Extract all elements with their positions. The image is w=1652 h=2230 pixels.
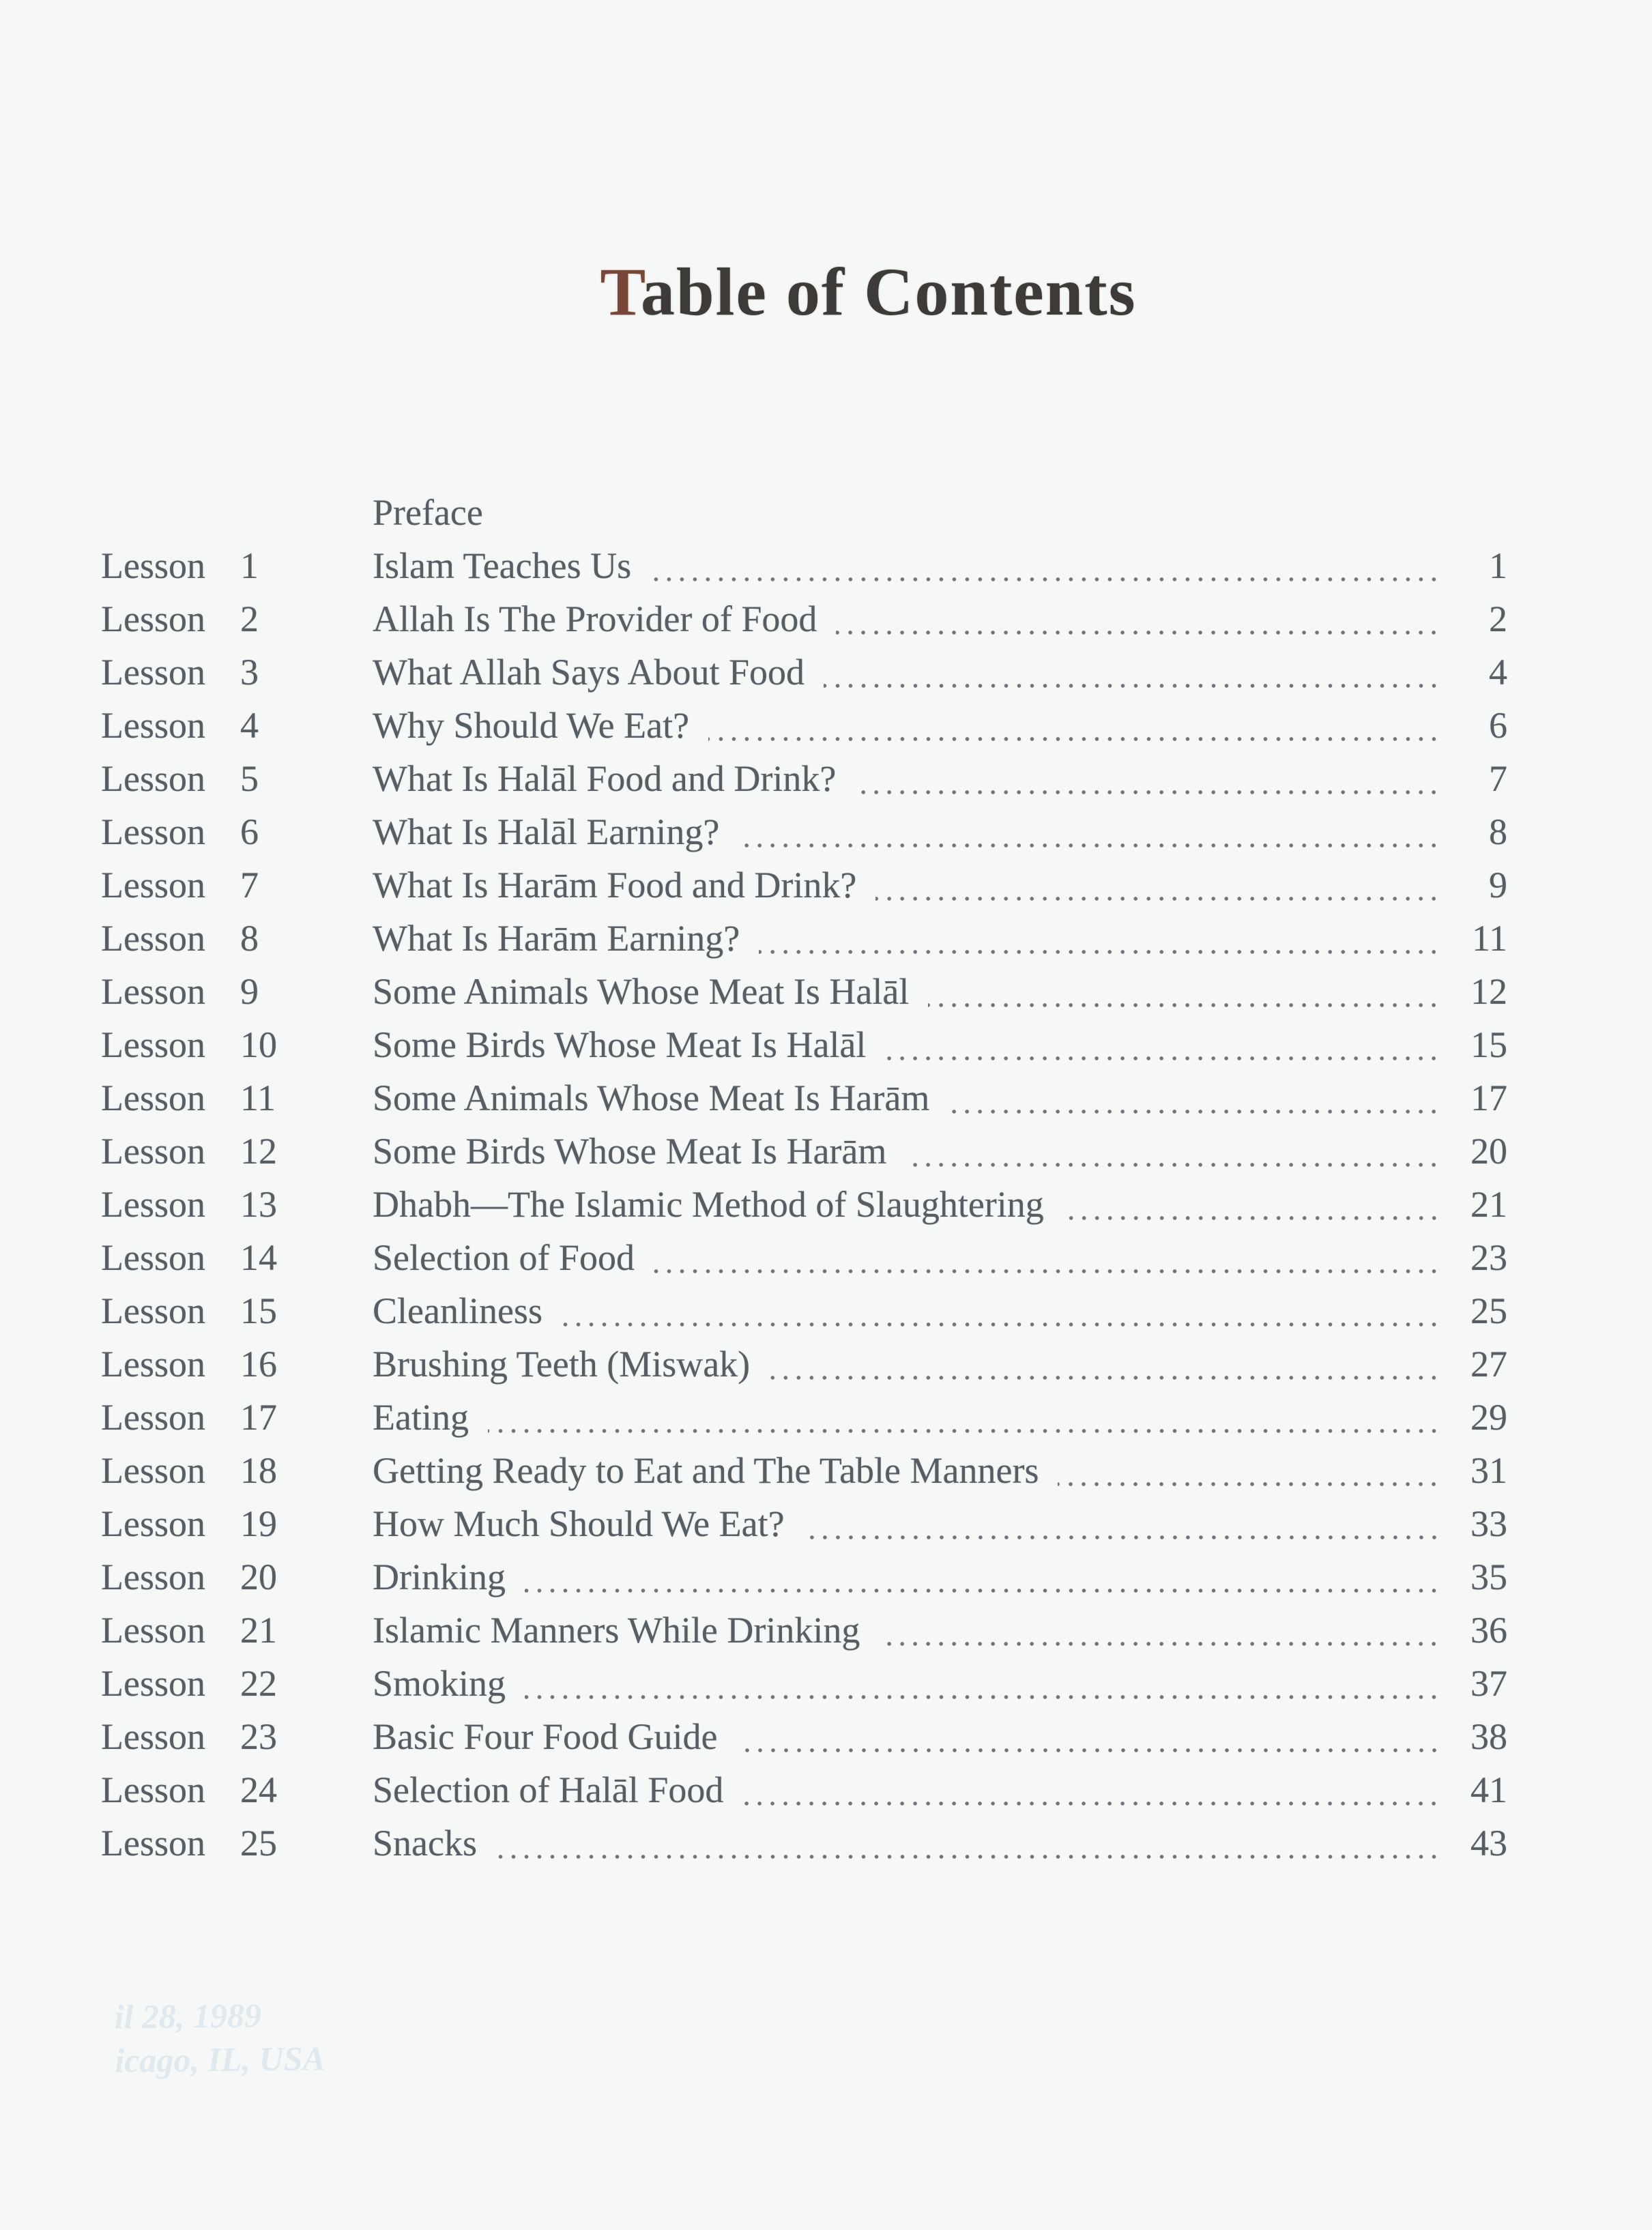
page-number: 25 (1470, 1290, 1507, 1331)
lesson-number: 20 (240, 1556, 277, 1597)
lesson-number: 24 (240, 1769, 277, 1810)
page-number: 37 (1470, 1663, 1507, 1704)
lesson-number: 6 (240, 811, 259, 852)
toc-entry-row (101, 1231, 1507, 1284)
preface-label: Preface (373, 492, 483, 533)
dot-leader (742, 1801, 1440, 1806)
page-number: 15 (1470, 1024, 1507, 1065)
lesson-word: Lesson (101, 545, 205, 586)
lesson-number: 4 (240, 705, 259, 746)
lesson-word: Lesson (101, 1237, 205, 1278)
toc-entry-row (101, 592, 1507, 646)
dot-leader (525, 1694, 1440, 1700)
page-number: 12 (1470, 971, 1507, 1012)
lesson-title: Smoking (373, 1663, 506, 1704)
page-number: 17 (1470, 1077, 1507, 1118)
toc-entry-row (101, 1178, 1507, 1231)
lesson-word: Lesson (101, 1344, 205, 1385)
lesson-number: 5 (240, 758, 259, 799)
lesson-title: How Much Should We Eat? (373, 1503, 785, 1544)
page-number: 23 (1470, 1237, 1507, 1278)
dot-leader (905, 1162, 1440, 1168)
lesson-title: Some Birds Whose Meat Is Halāl (373, 1024, 867, 1065)
lesson-word: Lesson (101, 1663, 205, 1704)
dot-leader (562, 1322, 1440, 1327)
page-title-rest: able of Contents (641, 254, 1137, 330)
lesson-word: Lesson (101, 1823, 205, 1864)
dot-leader (804, 1535, 1440, 1540)
lesson-title: Drinking (373, 1556, 506, 1597)
bleed-through-text (114, 1993, 325, 2082)
page-number: 7 (1489, 758, 1507, 799)
page-number: 38 (1470, 1716, 1507, 1757)
lesson-number: 22 (240, 1663, 277, 1704)
toc-entry-row (101, 1604, 1507, 1657)
page-number: 6 (1489, 705, 1507, 746)
toc-entry-row (101, 1550, 1507, 1604)
toc-entry-row (101, 1763, 1507, 1816)
lesson-number: 7 (240, 865, 259, 906)
toc-entry-row (101, 1125, 1507, 1178)
lesson-title: Allah Is The Provider of Food (373, 598, 817, 639)
lesson-title: Selection of Halāl Food (373, 1769, 724, 1810)
lesson-number: 12 (240, 1131, 277, 1172)
dot-leader (855, 790, 1440, 795)
toc-entry-row (101, 1284, 1507, 1337)
lesson-number: 11 (240, 1077, 276, 1118)
bleed-through-line-1: il 28, 1989 (114, 1996, 262, 2036)
toc-entry-row (101, 1657, 1507, 1710)
toc-entry-row (101, 1071, 1507, 1125)
lesson-title: What Is Halāl Food and Drink? (373, 758, 837, 799)
dot-leader (650, 577, 1440, 582)
lesson-word: Lesson (101, 1769, 205, 1810)
lesson-title: Why Should We Eat? (373, 705, 690, 746)
lesson-word: Lesson (101, 865, 205, 906)
page-number: 21 (1470, 1184, 1507, 1225)
lesson-word: Lesson (101, 758, 205, 799)
page-number: 8 (1489, 811, 1507, 852)
dot-leader (654, 1269, 1440, 1274)
lesson-number: 9 (240, 971, 259, 1012)
dot-leader (759, 949, 1440, 955)
lesson-word: Lesson (101, 918, 205, 959)
dot-leader (836, 630, 1440, 635)
lesson-number: 18 (240, 1450, 277, 1491)
lesson-title: What Is Halāl Earning? (373, 811, 720, 852)
lesson-number: 19 (240, 1503, 277, 1544)
lesson-number: 3 (240, 652, 259, 693)
toc-entry-row (101, 1337, 1507, 1391)
lesson-word: Lesson (101, 1184, 205, 1225)
toc-entry-row (101, 1444, 1507, 1497)
page-number: 31 (1470, 1450, 1507, 1491)
toc-entry-row (101, 912, 1507, 965)
toc-entry-row (101, 1391, 1507, 1444)
lesson-title: Islamic Manners While Drinking (373, 1610, 860, 1651)
toc-entry-row (101, 539, 1507, 592)
page-number: 9 (1489, 865, 1507, 906)
dot-leader (824, 683, 1440, 689)
lesson-number: 16 (240, 1344, 277, 1385)
lesson-word: Lesson (101, 1610, 205, 1651)
lesson-title: What Allah Says About Food (373, 652, 805, 693)
page-title-initial: T (600, 254, 641, 330)
toc-entry-row (101, 805, 1507, 858)
toc-entry-row (101, 858, 1507, 912)
lesson-number: 8 (240, 918, 259, 959)
lesson-title: Eating (373, 1397, 469, 1438)
page-number: 35 (1470, 1556, 1507, 1597)
lesson-word: Lesson (101, 1716, 205, 1757)
lesson-word: Lesson (101, 811, 205, 852)
lesson-title: Getting Ready to Eat and The Table Manners (373, 1450, 1039, 1491)
dot-leader (525, 1588, 1440, 1593)
lesson-title: Cleanliness (373, 1290, 542, 1331)
dot-leader (738, 843, 1440, 848)
lesson-title: Selection of Food (373, 1237, 635, 1278)
page-number: 1 (1489, 545, 1507, 586)
lesson-title: Brushing Teeth (Miswak) (373, 1344, 751, 1385)
lesson-title: Dhabh—The Islamic Method of Slaughtering (373, 1184, 1044, 1225)
lesson-word: Lesson (101, 1131, 205, 1172)
dot-leader (496, 1854, 1440, 1859)
dot-leader (1063, 1215, 1440, 1221)
toc-entry-row (101, 1816, 1507, 1870)
lesson-word: Lesson (101, 1077, 205, 1118)
dot-leader (1058, 1481, 1440, 1487)
lesson-word: Lesson (101, 1397, 205, 1438)
dot-leader (928, 1002, 1440, 1008)
lesson-number: 1 (240, 545, 259, 586)
toc-entry-row (101, 1018, 1507, 1071)
dot-leader (885, 1056, 1440, 1061)
page-number: 2 (1489, 598, 1507, 639)
toc-entry-row (101, 965, 1507, 1018)
lesson-number: 21 (240, 1610, 277, 1651)
toc-entry-row (101, 699, 1507, 752)
lesson-word: Lesson (101, 1290, 205, 1331)
lesson-word: Lesson (101, 652, 205, 693)
lesson-number: 14 (240, 1237, 277, 1278)
dot-leader (769, 1375, 1440, 1380)
lesson-title: Snacks (373, 1823, 477, 1864)
page-number: 41 (1470, 1769, 1507, 1810)
page-number: 4 (1489, 652, 1507, 693)
lesson-number: 10 (240, 1024, 277, 1065)
lesson-number: 2 (240, 598, 259, 639)
lesson-word: Lesson (101, 705, 205, 746)
bleed-through-line-2: icago, IL, USA (115, 2039, 325, 2080)
page-number: 36 (1470, 1610, 1507, 1651)
dot-leader (708, 736, 1440, 742)
lesson-word: Lesson (101, 1556, 205, 1597)
dot-leader (488, 1428, 1440, 1434)
lesson-number: 15 (240, 1290, 277, 1331)
page-title (42, 254, 1652, 330)
page-number: 11 (1472, 918, 1507, 959)
toc-entry-row (101, 1710, 1507, 1763)
dot-leader (875, 896, 1440, 901)
lesson-title: What Is Harām Earning? (373, 918, 740, 959)
page-number: 43 (1470, 1823, 1507, 1864)
lesson-word: Lesson (101, 1024, 205, 1065)
lesson-word: Lesson (101, 1503, 205, 1544)
toc-entry-row (101, 1497, 1507, 1550)
toc-entry-row (101, 752, 1507, 805)
lesson-title: What Is Harām Food and Drink? (373, 865, 857, 906)
lesson-title: Some Animals Whose Meat Is Harām (373, 1077, 930, 1118)
lesson-number: 25 (240, 1823, 277, 1864)
table-of-contents-list (101, 486, 1507, 1870)
page-number: 33 (1470, 1503, 1507, 1544)
page-number: 29 (1470, 1397, 1507, 1438)
lesson-number: 23 (240, 1716, 277, 1757)
lesson-title: Basic Four Food Guide (373, 1716, 718, 1757)
page-number: 27 (1470, 1344, 1507, 1385)
lesson-title: Some Birds Whose Meat Is Harām (373, 1131, 887, 1172)
page-number: 20 (1470, 1131, 1507, 1172)
lesson-title: Islam Teaches Us (373, 545, 632, 586)
dot-leader (948, 1109, 1440, 1114)
lesson-title: Some Animals Whose Meat Is Halāl (373, 971, 910, 1012)
lesson-number: 13 (240, 1184, 277, 1225)
lesson-word: Lesson (101, 1450, 205, 1491)
spacer (101, 486, 373, 539)
lesson-number: 17 (240, 1397, 277, 1438)
dot-leader (737, 1748, 1441, 1753)
dot-leader (879, 1641, 1440, 1647)
preface-row (101, 486, 1507, 539)
lesson-word: Lesson (101, 971, 205, 1012)
toc-entry-row (101, 646, 1507, 699)
lesson-word: Lesson (101, 598, 205, 639)
